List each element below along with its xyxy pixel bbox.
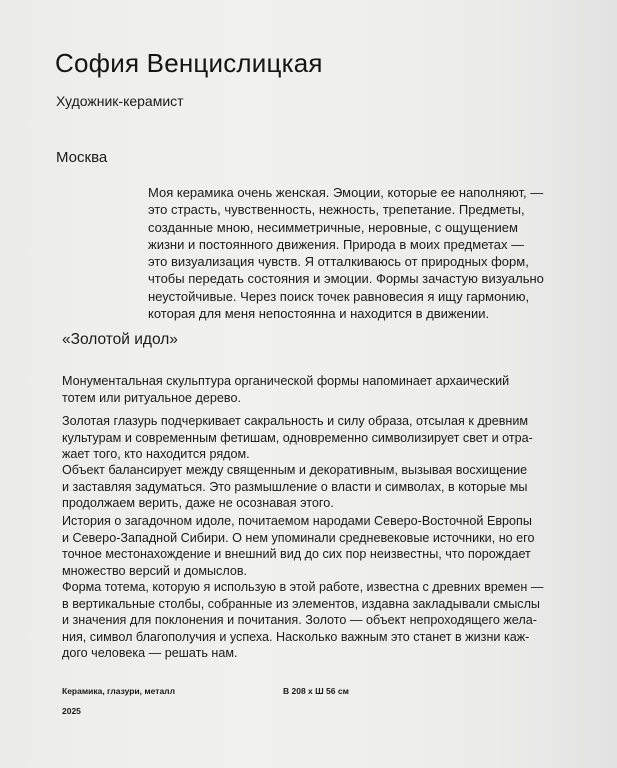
- description-paragraph: [62, 373, 509, 406]
- paragraph-line: Объект балансирует между священным и декоративным, вызывая восхищение: [62, 463, 528, 477]
- paragraph-line: ния, символ благополучия и успеха. Насколько важным это станет в жизни каж-: [62, 629, 530, 644]
- paragraph-line: Золотая глазурь подчеркивает сакральность и силу образа, отсылая к древним: [62, 414, 529, 428]
- paragraph-line: и заставляя задуматься. Это размышление о власти и символах, в которые мы: [62, 479, 528, 494]
- artist-city: Москва: [56, 149, 108, 166]
- description-paragraph: [62, 513, 535, 579]
- statement-line: которая для меня непостоянна и находится в движении.: [148, 306, 490, 322]
- paragraph-line: продолжаем верить, даже не осознавая этого.: [62, 496, 334, 510]
- paragraph-line: точное местонахождение и внешний вид до сих пор неизвестны, что порождает: [62, 547, 531, 561]
- statement-line: неустойчивые. Через поиск точек равновесия я ищу гармонию,: [148, 288, 530, 304]
- work-year: 2025: [62, 706, 81, 716]
- paragraph-line: и Северо-Западной Сибири. О нем упоминали средневековые источники, но его: [62, 530, 535, 545]
- artist-statement: [148, 184, 544, 322]
- artist-profession: Художник-керамист: [56, 93, 184, 109]
- work-materials: Керамика, глазури, металл: [62, 686, 175, 696]
- paragraph-line: множество версий и домыслов.: [62, 563, 248, 578]
- paragraph-line: Монументальная скульптура органической формы напоминает архаический: [62, 374, 510, 388]
- statement-line: созданные мною, несимметричные, неровные, с ощущением: [148, 219, 518, 235]
- description-paragraph: [62, 413, 533, 463]
- statement-line: Моя керамика очень женская. Эмоции, которые ее наполняют, —: [148, 185, 544, 200]
- paragraph-line: тотем или ритуальное дерево.: [62, 390, 241, 405]
- statement-line: чтобы передать состояния и эмоции. Формы зачастую визуально: [148, 271, 544, 287]
- paragraph-line: и значения для поклонения и почитания. Золото — объект непроходящего жела-: [62, 613, 537, 627]
- paragraph-line: культурам и современным фетишам, одновременно символизирует свет и отра-: [62, 430, 533, 445]
- description-paragraph: [62, 462, 528, 512]
- paragraph-line: Форма тотема, которую я использую в этой работе, известна с древних времен —: [62, 580, 544, 594]
- paragraph-line: История о загадочном идоле, почитаемом народами Северо-Восточной Европы: [62, 514, 532, 528]
- statement-line: это страсть, чувственность, нежность, трепетание. Предметы,: [148, 202, 525, 218]
- work-dimensions: В 208 х Ш 56 см: [283, 686, 349, 696]
- artist-name: София Венцислицкая: [55, 48, 323, 78]
- statement-line: жизни и постоянного движения. Природа в моих предметах —: [148, 236, 525, 252]
- paragraph-line: дого человека — решать нам.: [62, 646, 238, 660]
- paragraph-line: жает того, кто находится рядом.: [62, 447, 250, 461]
- statement-line: это визуализация чувств. Я отталкиваюсь от природных форм,: [148, 254, 529, 270]
- work-title: «Золотой идол»: [62, 331, 178, 348]
- description-paragraph: [62, 579, 543, 662]
- paragraph-line: в вертикальные столбы, собранные из элементов, издавна закладывали смыслы: [62, 596, 540, 611]
